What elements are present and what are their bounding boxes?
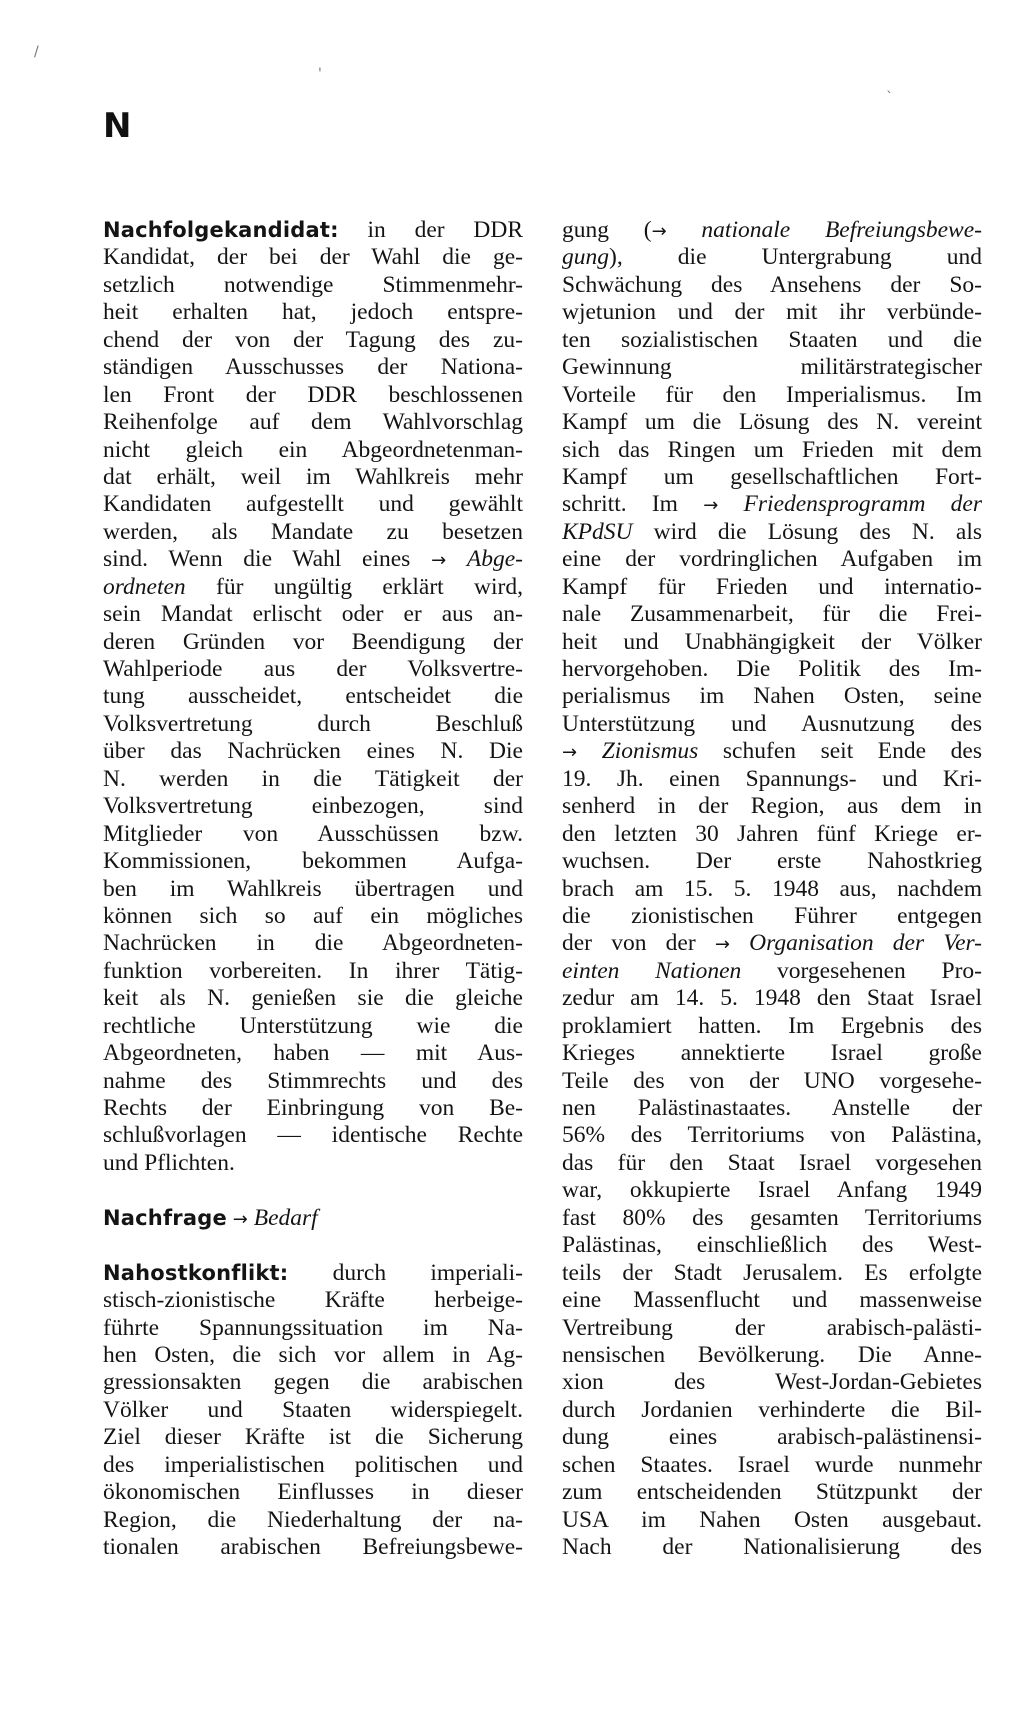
body-text: ben im Wahlkreis übertragen und bbox=[103, 875, 523, 902]
body-text: Unterstützung und Ausnutzung des bbox=[562, 710, 982, 737]
paragraph-gap bbox=[103, 1232, 523, 1259]
text-line bbox=[103, 299, 523, 326]
scan-mark: ` bbox=[886, 90, 893, 106]
text-line bbox=[562, 1315, 982, 1342]
cross-reference: KPdSU bbox=[562, 518, 633, 545]
text-line bbox=[562, 903, 982, 930]
body-text bbox=[446, 546, 467, 572]
body-text bbox=[577, 738, 602, 764]
body-text: Volksvertretung einbezogen, sind bbox=[103, 793, 523, 820]
text-line bbox=[562, 1342, 982, 1369]
text-line bbox=[103, 1315, 523, 1342]
text-line bbox=[562, 1068, 982, 1095]
text-line bbox=[103, 1040, 523, 1067]
text-line bbox=[562, 217, 982, 244]
cross-reference: einten Nationen bbox=[562, 957, 742, 984]
body-text: ökonomischen Einflusses in dieser bbox=[103, 1479, 523, 1506]
text-line bbox=[103, 1452, 523, 1479]
body-text: für ungültig erklärt wird, bbox=[185, 573, 523, 600]
text-line bbox=[562, 848, 982, 875]
body-text: nen Palästinastaates. Anstelle der bbox=[562, 1095, 982, 1121]
body-text: nale Zusammenarbeit, für die Frei- bbox=[562, 601, 982, 628]
text-line bbox=[562, 491, 982, 518]
text-line bbox=[103, 1424, 523, 1451]
body-text: chend der von der Tagung des zu- bbox=[103, 326, 523, 353]
text-line bbox=[103, 1122, 523, 1149]
text-line bbox=[562, 327, 982, 354]
body-text: setzlich notwendige Stimmenmehr- bbox=[103, 271, 523, 298]
body-text: zum entscheidenden Stützpunkt der bbox=[562, 1479, 982, 1506]
cross-reference: Bedarf bbox=[253, 1204, 318, 1231]
text-line bbox=[103, 985, 523, 1012]
cross-reference: Organisation der Ver- bbox=[749, 930, 982, 957]
body-text: schlußvorlagen — identische Rechte bbox=[103, 1122, 523, 1149]
body-text: wuchsen. Der erste Nahostkrieg bbox=[562, 848, 982, 875]
body-text: hen Osten, die sich vor allem in Ag- bbox=[103, 1341, 523, 1368]
body-text: über das Nachrücken eines N. Die bbox=[103, 738, 523, 765]
section-letter: N bbox=[103, 106, 132, 146]
body-text: des imperialistischen politischen und bbox=[103, 1451, 523, 1478]
body-text: gressionsakten gegen die arabischen bbox=[103, 1369, 523, 1396]
body-text: Kampf um gesellschaftlichen Fort- bbox=[562, 463, 982, 490]
text-line bbox=[103, 1507, 523, 1534]
body-text: Rechts der Einbringung von Be- bbox=[103, 1095, 523, 1121]
body-text: Kampf um die Lösung des N. vereint bbox=[562, 409, 982, 436]
body-text: nahme des Stimmrechts und des bbox=[103, 1067, 523, 1094]
text-line bbox=[103, 821, 523, 848]
body-text: len Front der DDR beschlossenen bbox=[103, 381, 523, 408]
text-line bbox=[103, 1342, 523, 1369]
text-line bbox=[103, 766, 523, 793]
body-text: Abgeordneten, haben — mit Aus- bbox=[103, 1040, 523, 1067]
text-line bbox=[562, 409, 982, 436]
text-line bbox=[103, 437, 523, 464]
body-text: Vorteile für den Imperialismus. Im bbox=[562, 381, 982, 408]
body-text: wjetunion und der mit ihr verbünde- bbox=[562, 299, 982, 326]
text-line bbox=[103, 519, 523, 546]
cross-reference: Friedensprogramm der bbox=[743, 491, 982, 518]
text-line bbox=[562, 382, 982, 409]
text-line bbox=[103, 1287, 523, 1314]
arrow-icon: → bbox=[651, 221, 667, 242]
body-text: der von der bbox=[562, 930, 715, 957]
body-text: schen Staates. Israel wurde nunmehr bbox=[562, 1451, 982, 1478]
body-text: Reihenfolge auf dem Wahlvorschlag bbox=[103, 409, 523, 436]
right-column bbox=[562, 217, 982, 1561]
text-line bbox=[103, 903, 523, 930]
body-text: keit als N. genießen sie die gleiche bbox=[103, 985, 523, 1012]
entry-headword: Nachfolgekandidat: bbox=[103, 218, 339, 242]
body-text: Ziel dieser Kräfte ist die Sicherung bbox=[103, 1424, 523, 1451]
text-line bbox=[103, 217, 523, 244]
text-line bbox=[103, 1150, 523, 1177]
body-text: sein Mandat erlischt oder er aus an- bbox=[103, 601, 523, 628]
body-text: hervorgehoben. Die Politik des Im- bbox=[562, 656, 982, 682]
text-line bbox=[562, 244, 982, 271]
body-text: brach am 15. 5. 1948 aus, nachdem bbox=[562, 875, 982, 902]
body-text: Vertreibung der arabisch-palästi- bbox=[562, 1314, 982, 1341]
text-line bbox=[103, 629, 523, 656]
left-column bbox=[103, 217, 523, 1561]
body-text: eine der vordringlichen Aufgaben im bbox=[562, 546, 982, 573]
body-text: gung ( bbox=[562, 217, 652, 243]
text-line bbox=[562, 1397, 982, 1424]
body-text: Völker und Staaten widerspiegelt. bbox=[103, 1396, 523, 1423]
body-text: den letzten 30 Jahren fünf Kriege er- bbox=[562, 820, 982, 847]
body-text: fast 80% des gesamten Territoriums bbox=[562, 1204, 982, 1231]
text-line bbox=[562, 272, 982, 299]
body-text: senherd in der Region, aus dem in bbox=[562, 793, 982, 820]
text-line bbox=[562, 656, 982, 683]
body-text: Teile des von der UNO vorgesehe- bbox=[562, 1067, 982, 1094]
arrow-icon: → bbox=[703, 495, 719, 517]
text-line bbox=[562, 930, 982, 957]
text-line bbox=[562, 1369, 982, 1396]
text-line bbox=[103, 546, 523, 573]
text-line bbox=[103, 876, 523, 903]
body-text: die zionistischen Führer entgegen bbox=[562, 902, 982, 929]
body-text: tung ausscheidet, entscheidet die bbox=[103, 683, 523, 710]
text-line bbox=[562, 1205, 982, 1232]
text-line bbox=[562, 299, 982, 326]
text-line bbox=[103, 1205, 523, 1232]
body-text: proklamiert hatten. Im Ergebnis des bbox=[562, 1012, 982, 1039]
text-line bbox=[103, 1260, 523, 1287]
text-line bbox=[562, 1122, 982, 1149]
body-text: durch Jordanien verhinderte die Bil- bbox=[562, 1396, 982, 1423]
text-line bbox=[562, 793, 982, 820]
body-text: Kampf für Frieden und internatio- bbox=[562, 573, 982, 600]
text-line bbox=[562, 574, 982, 601]
body-text: rechtliche Unterstützung wie die bbox=[103, 1012, 523, 1039]
body-text: Kandidat, der bei der Wahl die ge- bbox=[103, 244, 523, 271]
body-text: 19. Jh. einen Spannungs- und Kri- bbox=[562, 765, 982, 792]
text-line bbox=[562, 1287, 982, 1314]
scan-mark: ' bbox=[318, 66, 322, 82]
text-line bbox=[103, 601, 523, 628]
cross-reference: Abge- bbox=[466, 546, 523, 573]
body-text: tionalen arabischen Befreiungsbewe- bbox=[103, 1534, 523, 1560]
body-text: das für den Staat Israel vorgesehen bbox=[562, 1149, 982, 1176]
text-line bbox=[103, 683, 523, 710]
text-line bbox=[562, 354, 982, 381]
text-line bbox=[562, 1452, 982, 1479]
body-text: perialismus im Nahen Osten, seine bbox=[562, 683, 982, 710]
text-line bbox=[562, 738, 982, 765]
body-text: xion des West-Jordan-Gebietes bbox=[562, 1369, 982, 1396]
text-line bbox=[562, 437, 982, 464]
text-line bbox=[562, 821, 982, 848]
text-line bbox=[562, 1534, 982, 1561]
body-text: können sich so auf ein mögliches bbox=[103, 902, 523, 929]
body-text: Krieges annektierte Israel große bbox=[562, 1040, 982, 1067]
text-line bbox=[562, 711, 982, 738]
text-line bbox=[103, 1479, 523, 1506]
body-text: Nach der Nationalisierung des bbox=[562, 1534, 982, 1560]
body-text: eine Massenflucht und massenweise bbox=[562, 1287, 982, 1314]
entry-headword: Nahostkonflikt: bbox=[103, 1260, 289, 1285]
arrow-icon: → bbox=[232, 1208, 248, 1230]
body-text: stisch-zionistische Kräfte herbeige- bbox=[103, 1287, 523, 1314]
text-line bbox=[562, 546, 982, 573]
paragraph-gap bbox=[103, 1177, 523, 1204]
text-line bbox=[103, 354, 523, 381]
body-text: funktion vorbereiten. In ihrer Tätig- bbox=[103, 957, 523, 984]
body-text: schufen seit Ende des bbox=[698, 738, 982, 765]
body-text bbox=[667, 217, 702, 243]
body-text: sind. Wenn die Wahl eines bbox=[103, 546, 432, 573]
body-text: Volksvertretung durch Beschluß bbox=[103, 710, 523, 737]
text-line bbox=[562, 1095, 982, 1122]
body-text: in der DDR bbox=[338, 217, 523, 243]
body-text: Mitglieder von Ausschüssen bzw. bbox=[103, 820, 523, 847]
text-line bbox=[103, 272, 523, 299]
body-text: N. werden in die Tätigkeit der bbox=[103, 765, 523, 792]
body-text: ten sozialistischen Staaten und die bbox=[562, 326, 982, 353]
body-text: Kommissionen, bekommen Aufga- bbox=[103, 848, 523, 875]
text-line bbox=[103, 1013, 523, 1040]
body-text: und Pflichten. bbox=[103, 1149, 235, 1176]
body-text: dung eines arabisch-palästinensi- bbox=[562, 1424, 982, 1451]
text-line bbox=[103, 930, 523, 957]
text-line bbox=[562, 1424, 982, 1451]
text-line bbox=[562, 1150, 982, 1177]
text-line bbox=[562, 601, 982, 628]
body-text: heit und Unabhängigkeit der Völker bbox=[562, 628, 982, 655]
text-line bbox=[103, 244, 523, 271]
body-text: werden, als Mandate zu besetzen bbox=[103, 518, 523, 545]
body-text: teils der Stadt Jerusalem. Es erfolgte bbox=[562, 1259, 982, 1286]
text-line bbox=[562, 1232, 982, 1259]
text-line bbox=[562, 1013, 982, 1040]
text-line bbox=[103, 1369, 523, 1396]
arrow-icon: → bbox=[431, 550, 447, 572]
text-line bbox=[103, 327, 523, 354]
text-line bbox=[562, 519, 982, 546]
body-text: heit erhalten hat, jedoch entspre- bbox=[103, 299, 523, 326]
body-text: USA im Nahen Osten ausgebaut. bbox=[562, 1506, 982, 1533]
text-line bbox=[103, 409, 523, 436]
body-text: zedur am 14. 5. 1948 den Staat Israel bbox=[562, 985, 982, 1012]
entry-headword: Nachfrage bbox=[103, 1205, 227, 1230]
cross-reference: nationale Befreiungsbewe- bbox=[701, 217, 982, 243]
text-line bbox=[562, 1177, 982, 1204]
body-text: Schwächung des Ansehens der So- bbox=[562, 271, 982, 298]
body-text: Palästinas, einschließlich des West- bbox=[562, 1232, 982, 1259]
text-line bbox=[562, 1479, 982, 1506]
body-text: schritt. Im bbox=[562, 491, 704, 518]
body-text: Region, die Niederhaltung der na- bbox=[103, 1506, 523, 1533]
text-line bbox=[103, 1534, 523, 1561]
body-text: Kandidaten aufgestellt und gewählt bbox=[103, 491, 523, 518]
body-text: ständigen Ausschusses der Nationa- bbox=[103, 354, 523, 381]
body-text: führte Spannungssituation im Na- bbox=[103, 1314, 523, 1341]
body-text: 56% des Territoriums von Palästina, bbox=[562, 1122, 982, 1149]
text-line bbox=[103, 793, 523, 820]
body-text: Gewinnung militärstrategischer bbox=[562, 354, 982, 381]
text-line bbox=[103, 711, 523, 738]
body-text: dat erhält, weil im Wahlkreis mehr bbox=[103, 463, 523, 490]
body-text bbox=[718, 491, 743, 517]
text-line bbox=[103, 382, 523, 409]
text-line bbox=[562, 1040, 982, 1067]
body-text: nensischen Bevölkerung. Die Anne- bbox=[562, 1341, 982, 1368]
body-text: durch imperiali- bbox=[288, 1259, 523, 1286]
scan-mark: / bbox=[34, 44, 39, 60]
cross-reference: Zionismus bbox=[601, 738, 699, 765]
text-line bbox=[562, 958, 982, 985]
text-line bbox=[103, 1095, 523, 1122]
cross-reference: ordneten bbox=[103, 573, 186, 600]
body-text: Nachrücken in die Abgeordneten- bbox=[103, 930, 523, 957]
text-line bbox=[103, 848, 523, 875]
body-text: sich das Ringen um Frieden mit dem bbox=[562, 436, 982, 463]
text-line bbox=[562, 1260, 982, 1287]
text-line bbox=[562, 876, 982, 903]
text-line bbox=[103, 491, 523, 518]
body-text: nicht gleich ein Abgeordnetenman- bbox=[103, 436, 523, 463]
body-text: war, okkupierte Israel Anfang 1949 bbox=[562, 1177, 982, 1204]
arrow-icon: → bbox=[562, 742, 578, 764]
text-line bbox=[103, 574, 523, 601]
body-text: ), die Untergrabung und bbox=[609, 244, 982, 271]
text-line bbox=[103, 464, 523, 491]
text-line bbox=[103, 738, 523, 765]
text-line bbox=[562, 1507, 982, 1534]
text-line bbox=[103, 656, 523, 683]
body-text: Wahlperiode aus der Volksvertre- bbox=[103, 656, 523, 682]
text-line bbox=[562, 985, 982, 1012]
text-line bbox=[103, 958, 523, 985]
body-text: wird die Lösung des N. als bbox=[632, 518, 982, 545]
body-text: deren Gründen vor Beendigung der bbox=[103, 628, 523, 655]
text-line bbox=[103, 1397, 523, 1424]
body-text: vorgesehenen Pro- bbox=[741, 957, 982, 984]
body-text bbox=[730, 930, 749, 956]
text-line bbox=[562, 766, 982, 793]
cross-reference: gung bbox=[562, 244, 609, 271]
arrow-icon: → bbox=[714, 934, 730, 956]
text-line bbox=[562, 629, 982, 656]
text-line bbox=[562, 683, 982, 710]
text-line bbox=[103, 1068, 523, 1095]
text-line bbox=[562, 464, 982, 491]
